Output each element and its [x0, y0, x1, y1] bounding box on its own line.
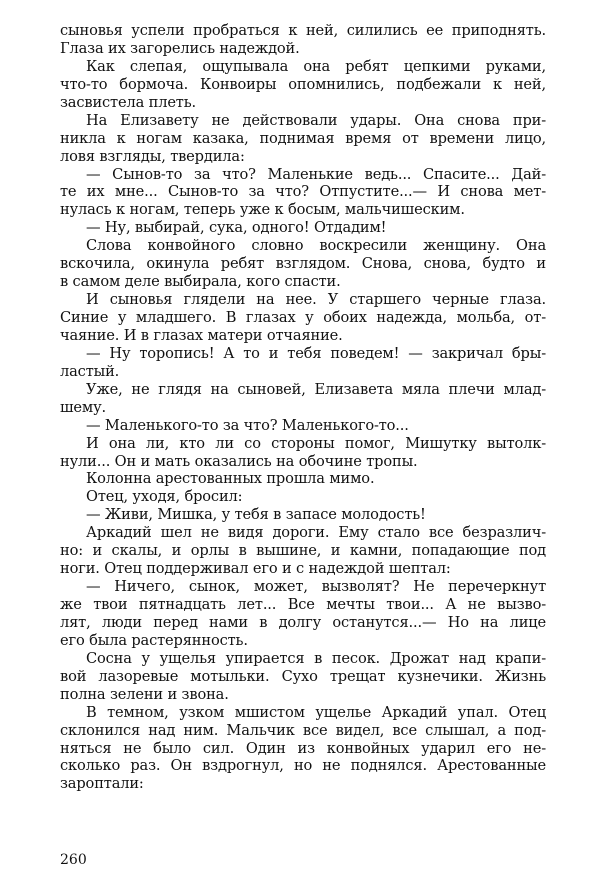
text-line: засвистела плеть.	[60, 93, 197, 111]
text-line: Сосна у ущелья упирается в песок. Дрожат над крапи-	[86, 649, 546, 667]
text-line: Колонна арестованных прошла мимо.	[86, 470, 375, 488]
text-line: И сыновья глядели на нее. У старшего черные глаза.	[86, 291, 546, 309]
text-line: — Живи, Мишка, у тебя в запасе молодость!	[86, 506, 426, 524]
text-line: склонился над ним. Мальчик все видел, все слышал, а под-	[60, 721, 546, 739]
text-line: няться не было сил. Один из конвойных ударил его не-	[60, 739, 546, 757]
text-line: — Ничего, сынок, может, вызволят? Не перечеркнут	[86, 578, 546, 596]
text-line: На Елизавету не действовали удары. Она снова при-	[86, 111, 546, 129]
text-line: — Маленького-то за что? Маленького-то...	[86, 416, 409, 434]
text-line: Отец, уходя, бросил:	[86, 488, 243, 506]
text-line: ловя взгляды, твердила:	[60, 147, 245, 165]
text-line: Как слепая, ощупывала она ребят цепкими руками,	[86, 57, 546, 75]
text-line: В темном, узком мшистом ущелье Аркадий упал. Отец	[86, 703, 546, 721]
text-line: Глаза их загорелись надеждой.	[60, 39, 300, 57]
text-line: ноги. Отец поддерживал его и с надеждой шептал:	[60, 560, 451, 578]
text-line: ластый.	[60, 362, 120, 380]
text-line: вой лазоревые мотыльки. Сухо трещат кузнечики. Жизнь	[60, 667, 546, 685]
text-line: полна зелени и звона.	[60, 685, 229, 703]
text-line: — Ну, выбирай, сука, одного! Отдадим!	[86, 219, 387, 237]
text-line: шему.	[60, 398, 107, 416]
text-line: чаяние. И в глазах матери отчаяние.	[60, 326, 343, 344]
text-line: Уже, не глядя на сыновей, Елизавета мяла плечи млад-	[86, 380, 546, 398]
text-line: сколько раз. Он вздрогнул, но не поднялся. Арестованные	[60, 757, 546, 775]
text-line: И она ли, кто ли со стороны помог, Мишутку вытолк-	[86, 434, 546, 452]
text-line: Синие у младшего. В глазах у обоих надежда, мольба, от-	[60, 309, 546, 326]
page-number: 260	[60, 852, 87, 868]
text-line: Аркадий шел не видя дороги. Ему стало все безразлич-	[86, 524, 546, 542]
text-line: Слова конвойного словно воскресили женщину. Она	[86, 237, 546, 255]
text-line: в самом деле выбирала, кого спасти.	[60, 273, 341, 291]
text-line: те их мне... Сынов-то за что? Отпустите...— И снова мет-	[60, 183, 546, 201]
text-line: но: и скалы, и орлы в вышине, и камни, попадающие под	[60, 542, 546, 560]
text-line: сыновья успели пробраться к ней, силились ее приподнять.	[60, 22, 546, 39]
text-line: что-то бормоча. Конвоиры опомнились, подбежали к ней,	[60, 75, 546, 93]
text-line: же твои пятнадцать лет... Все мечты твои... А не вызво-	[60, 596, 546, 613]
text-line: зароптали:	[60, 775, 144, 793]
text-line: — Ну торопись! А то и тебя поведем! — закричал бры-	[86, 344, 546, 362]
text-line: никла к ногам казака, поднимая время от времени лицо,	[60, 129, 546, 147]
body-text	[60, 22, 546, 793]
text-line: вскочила, окинула ребят взглядом. Снова, снова, будто и	[60, 255, 546, 273]
text-line: нули... Он и мать оказались на обочине тропы.	[60, 452, 418, 470]
text-line: его была растерянность.	[60, 631, 248, 649]
text-line: лят, люди перед нами в долгу останутся...— Но на лице	[60, 613, 546, 631]
text-line: — Сынов-то за что? Маленькие ведь... Спасите... Дай-	[86, 165, 546, 183]
text-line: нулась к ногам, теперь уже к босым, мальчишеским.	[60, 201, 465, 219]
